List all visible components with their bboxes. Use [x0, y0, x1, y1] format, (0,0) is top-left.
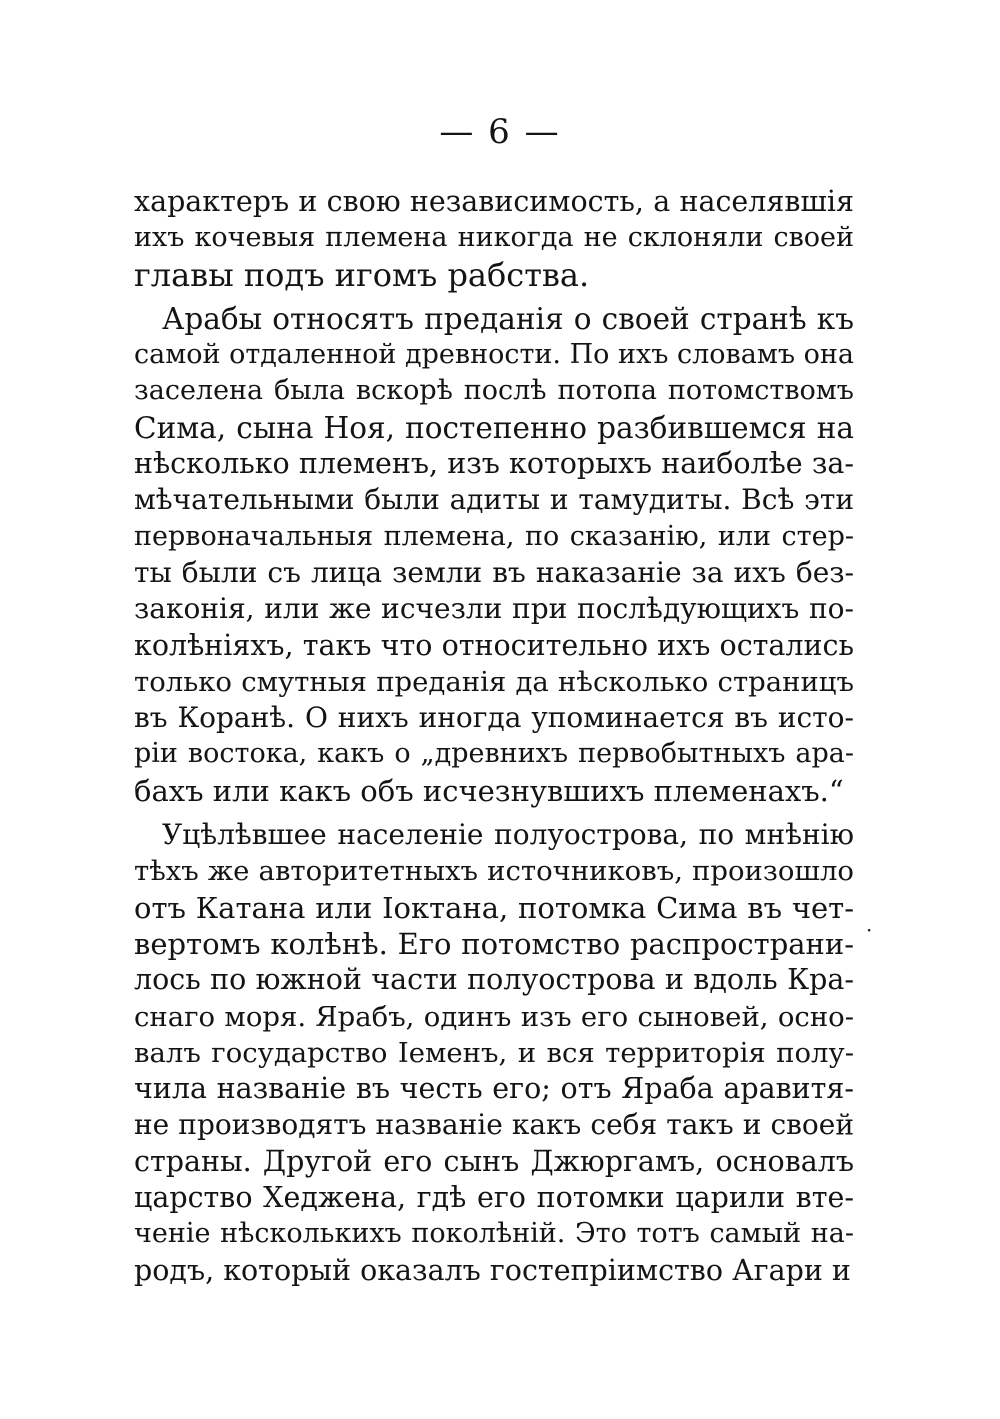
text-line: законія, или же исчезли при послѣдующихъ по- [134, 592, 854, 626]
text-line: Сима, сына Ноя, постепенно разбившемся на [134, 410, 854, 445]
paragraph [134, 817, 854, 1289]
text-line: царство Хеджена, гдѣ его потомки царили вте- [134, 1181, 854, 1215]
text-line: въ Коранѣ. О нихъ иногда упоминается въ исто- [134, 701, 854, 735]
text-line: заселена была вскорѣ послѣ потопа потомствомъ [134, 375, 854, 407]
text-line: чила названіе въ честь его; отъ Яраба аравитя- [134, 1072, 854, 1106]
text-line: нѣсколько племенъ, изъ которыхъ наиболѣе за- [134, 447, 854, 481]
paragraph [134, 301, 854, 809]
text-line: ченіе нѣсколькихъ поколѣній. Это тотъ самый на- [134, 1218, 854, 1250]
page-number: — 6 — [439, 112, 561, 152]
text-line: лось по южной части полуострова и вдоль Кра- [134, 963, 854, 997]
text-line: только смутныя преданія да нѣсколько страницъ [134, 665, 854, 698]
paragraph-gap [134, 293, 854, 301]
text-line: Уцѣлѣвшее населеніе полуострова, по мнѣнію [162, 818, 854, 852]
text-line: первоначальныя племена, по сказанію, или стер- [134, 520, 854, 552]
text-line: ты были съ лица земли въ наказаніе за ихъ без- [134, 555, 854, 589]
text-line: мѣчательными были адиты и тамудиты. Всѣ эти [134, 483, 854, 517]
paragraph-gap [134, 809, 854, 817]
text-line: бахъ или какъ объ исчезнувшихъ племенахъ.“ [134, 773, 844, 808]
text-line: не производятъ названіе какъ себя такъ и своей [134, 1108, 854, 1142]
text-line: родъ, который оказалъ гостепріимство Агари и [134, 1253, 851, 1287]
text-line: характеръ и свою независимость, а населявшія [134, 185, 854, 218]
text-line: тѣхъ же авторитетныхъ источниковъ, произошло [134, 855, 854, 888]
text-line: ріи востока, какъ о „древнихъ первобытныхъ ара- [134, 738, 854, 770]
text-line: валъ государство Іеменъ, и вся территорія полу- [134, 1036, 854, 1069]
text-line: вертомъ колѣнѣ. Его потомство распространи- [134, 926, 854, 961]
body-text [134, 184, 854, 1289]
text-line: снаго моря. Ярабъ, одинъ изъ его сыновей, осно- [134, 1000, 854, 1033]
text-line: отъ Катана или Іоктана, потомка Сима въ чет- [134, 890, 854, 925]
text-line: ихъ кочевыя племена никогда не склоняли своей [134, 222, 854, 254]
text-line: страны. Другой его сынъ Джюргамъ, основалъ [134, 1144, 854, 1178]
text-line: колѣніяхъ, такъ что относительно ихъ остались [134, 628, 854, 662]
text-line: самой отдаленной древности. По ихъ словамъ она [134, 339, 854, 371]
text-line: Арабы относятъ преданія о своей странѣ къ [162, 301, 854, 336]
paragraph [134, 184, 854, 293]
text-line: главы подъ игомъ рабства. [134, 255, 590, 294]
margin-mark: · [866, 918, 873, 942]
